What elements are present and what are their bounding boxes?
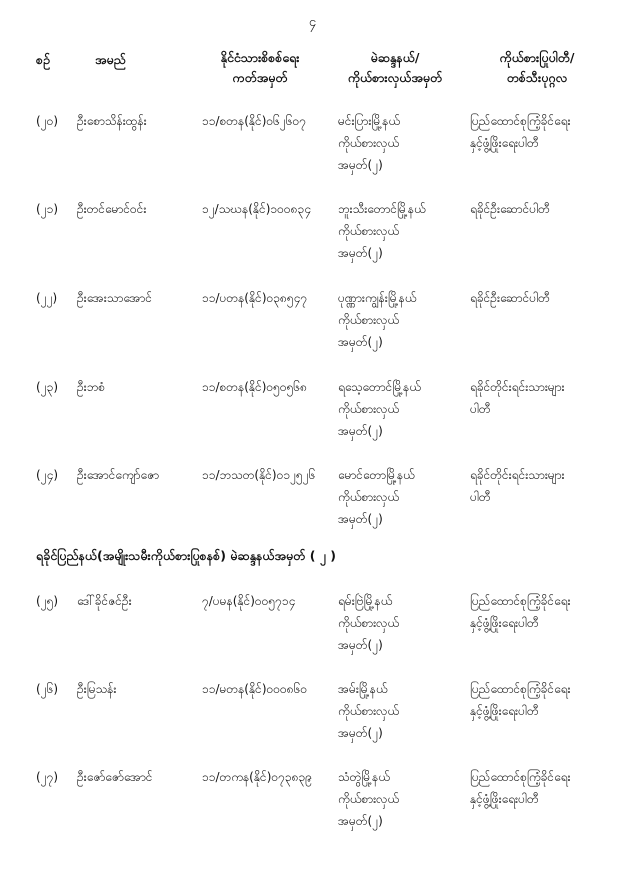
table-row <box>0 464 625 536</box>
header-no: စဉ် <box>36 52 50 67</box>
row-nrc: ၁၁/မတန(နိုင်)၀၀၀၈၆၀ <box>202 682 308 696</box>
row-party: ရခိုင်တိုင်းရင်းသားများ ပါတီ <box>470 468 565 504</box>
row-name: ဦးမြသန်း <box>77 682 117 696</box>
table-row <box>0 590 625 662</box>
row-name: ဦးတင်မောင်ဝင်း <box>77 202 147 216</box>
header-nrc: နိုင်ငံသားစိစစ်ရေး ကတ်အမှတ် <box>220 50 300 85</box>
row-no: (၂၆) <box>36 682 59 696</box>
row-nrc: ၇/ပမန(နိုင်)၀၀၅၇၁၄ <box>202 594 296 608</box>
row-constituency: ပုဏ္ဏားကျွန်းမြို့နယ် ကိုယ်စားလှယ် အမှတ်(၂) <box>338 291 417 349</box>
row-name: ဦးအောင်ကျော်ဇော <box>77 468 160 482</box>
row-no: (၂၇) <box>36 770 59 784</box>
row-nrc: ၁၁/တကန(နိုင်)၀၇၃၈၃၉ <box>202 770 313 784</box>
row-party: ပြည်ထောင်စုကြံ့ခိုင်ရေး နှင့်ဖွံ့ဖြိုးရေးပါတီ <box>470 114 571 150</box>
row-constituency: ရမ်းဗြဲမြို့နယ် ကိုယ်စားလှယ် အမှတ်(၂) <box>338 594 400 652</box>
row-party: ရခိုင်ဦးဆောင်ပါတီ <box>470 202 550 216</box>
table-row <box>0 376 625 448</box>
row-party: ပြည်ထောင်စုကြံ့ခိုင်ရေး နှင့်ဖွံ့ဖြိုးရေးပါတီ <box>470 770 571 806</box>
row-nrc: ၁၁/စတန(နိုင်)၀၆၂၆၀၇ <box>202 114 307 128</box>
row-name: ဦးဇော်ဇော်အောင် <box>77 770 153 784</box>
table-header <box>0 44 625 92</box>
row-constituency: မင်းပြားမြို့နယ် ကိုယ်စားလှယ် အမှတ်(၂) <box>338 114 400 172</box>
header-constituency: မဲဆန္ဒနယ်/ ကိုယ်စားလှယ်အမှတ် <box>347 50 443 85</box>
section-title: ရခိုင်ပြည်နယ်(အမျိုးသမီးကိုယ်စားပြုစနစ်) မဲဆန္ဒနယ်အမှတ် ( ၂ ) <box>36 548 336 563</box>
row-constituency: အမ်းမြို့နယ် ကိုယ်စားလှယ် အမှတ်(၂) <box>338 682 400 740</box>
table-row <box>0 110 625 182</box>
row-constituency: မောင်တောမြို့နယ် ကိုယ်စားလှယ် အမှတ်(၂) <box>338 468 415 526</box>
row-party: ရခိုင်တိုင်းရင်းသားများ ပါတီ <box>470 380 565 416</box>
table-row <box>0 287 625 359</box>
row-nrc: ၁၁/ပတန(နိုင်)၀၃၈၅၄၇ <box>202 291 308 305</box>
header-name: အမည် <box>95 52 126 67</box>
row-no: (၂၀) <box>36 114 59 128</box>
row-name: ဦးဘစံ <box>77 380 106 394</box>
row-name: ဦးအေးသာအောင် <box>77 291 152 305</box>
row-nrc: ၁၂/သဃန(နိုင်)၁၀၀၈၃၄ <box>202 202 312 216</box>
row-nrc: ၁၁/စတန(နိုင်)၀၅၀၅၆၈ <box>202 380 308 394</box>
row-no: (၂၁) <box>36 202 59 216</box>
row-name: ဒေါ်ခိုင်ဇင်ဦး <box>77 594 132 608</box>
row-party: ပြည်ထောင်စုကြံ့ခိုင်ရေး နှင့်ဖွံ့ဖြိုးရေးပါတီ <box>470 682 571 718</box>
row-constituency: သံတွဲမြို့နယ် ကိုယ်စားလှယ် အမှတ်(၂) <box>338 770 400 828</box>
row-no: (၂၃) <box>36 380 59 394</box>
row-constituency: ဘူးသီးတောင်မြို့နယ် ကိုယ်စားလှယ် အမှတ်(၂) <box>338 202 426 260</box>
row-constituency: ရသေ့တောင်မြို့နယ် ကိုယ်စားလှယ် အမှတ်(၂) <box>338 380 421 438</box>
header-party: ကိုယ်စားပြုပါတီ/ တစ်သီးပုဂ္ဂလ <box>499 50 575 85</box>
table-row <box>0 198 625 270</box>
table-row <box>0 678 625 750</box>
row-party: ရခိုင်ဦးဆောင်ပါတီ <box>470 291 550 305</box>
row-no: (၂၂) <box>36 291 58 305</box>
row-no: (၂၄) <box>36 468 59 482</box>
row-nrc: ၁၁/ဘသတ(နိုင်)၀၁၂၅၂၆ <box>202 468 316 482</box>
row-party: ပြည်ထောင်စုကြံ့ခိုင်ရေး နှင့်ဖွံ့ဖြိုးရေးပါတီ <box>470 594 571 630</box>
row-no: (၂၅) <box>36 594 59 608</box>
page-number: ၄ <box>308 15 317 30</box>
row-name: ဦးစောသိန်းထွန်း <box>77 114 147 128</box>
table-row <box>0 766 625 838</box>
